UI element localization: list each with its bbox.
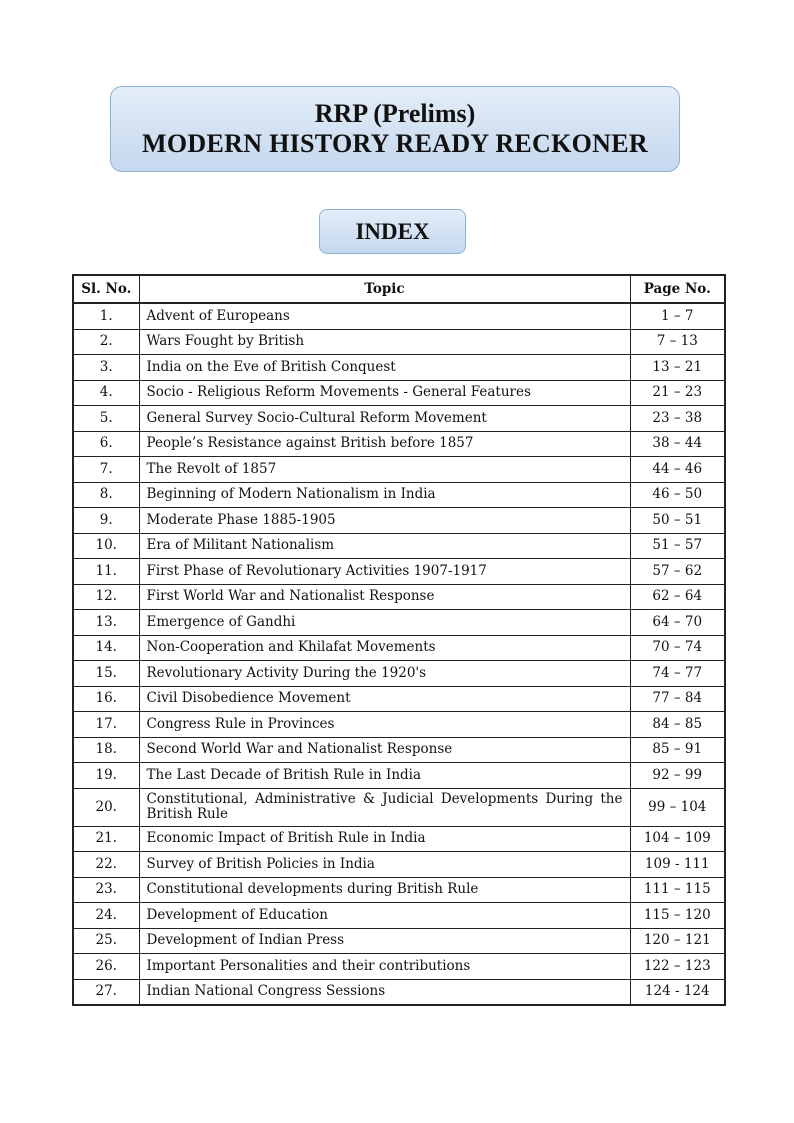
row-sl-no: 2.	[73, 329, 139, 355]
row-page-no: 7 – 13	[630, 329, 725, 355]
table-row	[73, 559, 725, 585]
row-page-no: 57 – 62	[630, 559, 725, 585]
row-page-no: 74 – 77	[630, 661, 725, 687]
row-topic: Development of Education	[139, 903, 630, 929]
table-row	[73, 954, 725, 980]
row-sl-no: 13.	[73, 610, 139, 636]
row-topic: Emergence of Gandhi	[139, 610, 630, 636]
table-row	[73, 826, 725, 852]
row-page-no: 115 – 120	[630, 903, 725, 929]
row-topic: Era of Militant Nationalism	[139, 533, 630, 559]
row-topic: Revolutionary Activity During the 1920's	[139, 661, 630, 687]
row-topic: People’s Resistance against British before 1857	[139, 431, 630, 457]
row-sl-no: 25.	[73, 928, 139, 954]
table-row	[73, 979, 725, 1005]
row-sl-no: 15.	[73, 661, 139, 687]
table-row	[73, 928, 725, 954]
row-sl-no: 10.	[73, 533, 139, 559]
row-topic: Socio - Religious Reform Movements - General Features	[139, 380, 630, 406]
row-sl-no: 18.	[73, 737, 139, 763]
table-row	[73, 457, 725, 483]
table-row	[73, 329, 725, 355]
row-topic: Advent of Europeans	[139, 303, 630, 329]
row-sl-no: 23.	[73, 877, 139, 903]
table-row	[73, 355, 725, 381]
table-row	[73, 482, 725, 508]
table-row	[73, 788, 725, 826]
table-row	[73, 763, 725, 789]
row-sl-no: 4.	[73, 380, 139, 406]
row-page-no: 109 - 111	[630, 852, 725, 878]
row-topic: Congress Rule in Provinces	[139, 712, 630, 738]
row-topic: Civil Disobedience Movement	[139, 686, 630, 712]
row-page-no: 120 – 121	[630, 928, 725, 954]
row-topic: Non-Cooperation and Khilafat Movements	[139, 635, 630, 661]
row-sl-no: 26.	[73, 954, 139, 980]
table-row	[73, 533, 725, 559]
table-row	[73, 610, 725, 636]
row-topic: Survey of British Policies in India	[139, 852, 630, 878]
table-row	[73, 712, 725, 738]
row-page-no: 84 – 85	[630, 712, 725, 738]
row-page-no: 77 – 84	[630, 686, 725, 712]
row-topic: Economic Impact of British Rule in India	[139, 826, 630, 852]
column-header-page-no: Page No.	[630, 275, 725, 303]
table-row	[73, 380, 725, 406]
row-page-no: 85 – 91	[630, 737, 725, 763]
row-topic: First World War and Nationalist Response	[139, 584, 630, 610]
table-row	[73, 877, 725, 903]
row-topic: The Last Decade of British Rule in India	[139, 763, 630, 789]
row-page-no: 70 – 74	[630, 635, 725, 661]
title-line-1: RRP (Prelims)	[314, 99, 476, 128]
row-sl-no: 17.	[73, 712, 139, 738]
table-body	[73, 303, 725, 1005]
table-row	[73, 686, 725, 712]
row-sl-no: 21.	[73, 826, 139, 852]
column-header-topic: Topic	[139, 275, 630, 303]
index-table	[72, 274, 726, 1006]
row-topic: First Phase of Revolutionary Activities 1907-1917	[139, 559, 630, 585]
row-page-no: 1 – 7	[630, 303, 725, 329]
row-page-no: 44 – 46	[630, 457, 725, 483]
row-sl-no: 8.	[73, 482, 139, 508]
row-sl-no: 16.	[73, 686, 139, 712]
row-page-no: 23 – 38	[630, 406, 725, 432]
index-heading: INDEX	[319, 209, 466, 254]
row-page-no: 51 – 57	[630, 533, 725, 559]
row-topic: India on the Eve of British Conquest	[139, 355, 630, 381]
row-sl-no: 7.	[73, 457, 139, 483]
row-sl-no: 1.	[73, 303, 139, 329]
row-page-no: 64 – 70	[630, 610, 725, 636]
row-sl-no: 9.	[73, 508, 139, 534]
row-page-no: 21 – 23	[630, 380, 725, 406]
row-page-no: 46 – 50	[630, 482, 725, 508]
table-row	[73, 431, 725, 457]
row-page-no: 99 – 104	[630, 788, 725, 826]
table-row	[73, 584, 725, 610]
table-row	[73, 508, 725, 534]
row-page-no: 104 – 109	[630, 826, 725, 852]
row-page-no: 62 – 64	[630, 584, 725, 610]
row-sl-no: 3.	[73, 355, 139, 381]
row-topic: Development of Indian Press	[139, 928, 630, 954]
row-sl-no: 22.	[73, 852, 139, 878]
row-topic: General Survey Socio-Cultural Reform Movement	[139, 406, 630, 432]
row-page-no: 124 - 124	[630, 979, 725, 1005]
row-page-no: 92 – 99	[630, 763, 725, 789]
row-sl-no: 5.	[73, 406, 139, 432]
title-banner	[110, 86, 680, 172]
row-topic: Constitutional, Administrative & Judicial Developments During the British Rule	[139, 788, 630, 826]
row-topic: Constitutional developments during British Rule	[139, 877, 630, 903]
row-sl-no: 24.	[73, 903, 139, 929]
row-topic: Moderate Phase 1885-1905	[139, 508, 630, 534]
row-topic: Wars Fought by British	[139, 329, 630, 355]
row-page-no: 111 – 115	[630, 877, 725, 903]
table-row	[73, 903, 725, 929]
row-topic: Indian National Congress Sessions	[139, 979, 630, 1005]
row-sl-no: 27.	[73, 979, 139, 1005]
row-sl-no: 11.	[73, 559, 139, 585]
row-sl-no: 14.	[73, 635, 139, 661]
table-row	[73, 406, 725, 432]
row-page-no: 122 – 123	[630, 954, 725, 980]
table-row	[73, 852, 725, 878]
row-sl-no: 20.	[73, 788, 139, 826]
row-page-no: 38 – 44	[630, 431, 725, 457]
row-topic: Beginning of Modern Nationalism in India	[139, 482, 630, 508]
table-header-row	[73, 275, 725, 303]
row-sl-no: 12.	[73, 584, 139, 610]
table-row	[73, 661, 725, 687]
row-topic: Important Personalities and their contributions	[139, 954, 630, 980]
table-row	[73, 635, 725, 661]
row-sl-no: 6.	[73, 431, 139, 457]
row-topic: Second World War and Nationalist Response	[139, 737, 630, 763]
column-header-sl-no: Sl. No.	[73, 275, 139, 303]
row-page-no: 50 – 51	[630, 508, 725, 534]
row-page-no: 13 – 21	[630, 355, 725, 381]
table-row	[73, 737, 725, 763]
row-sl-no: 19.	[73, 763, 139, 789]
title-line-2: MODERN HISTORY READY RECKONER	[142, 129, 648, 158]
table-row	[73, 303, 725, 329]
row-topic: The Revolt of 1857	[139, 457, 630, 483]
